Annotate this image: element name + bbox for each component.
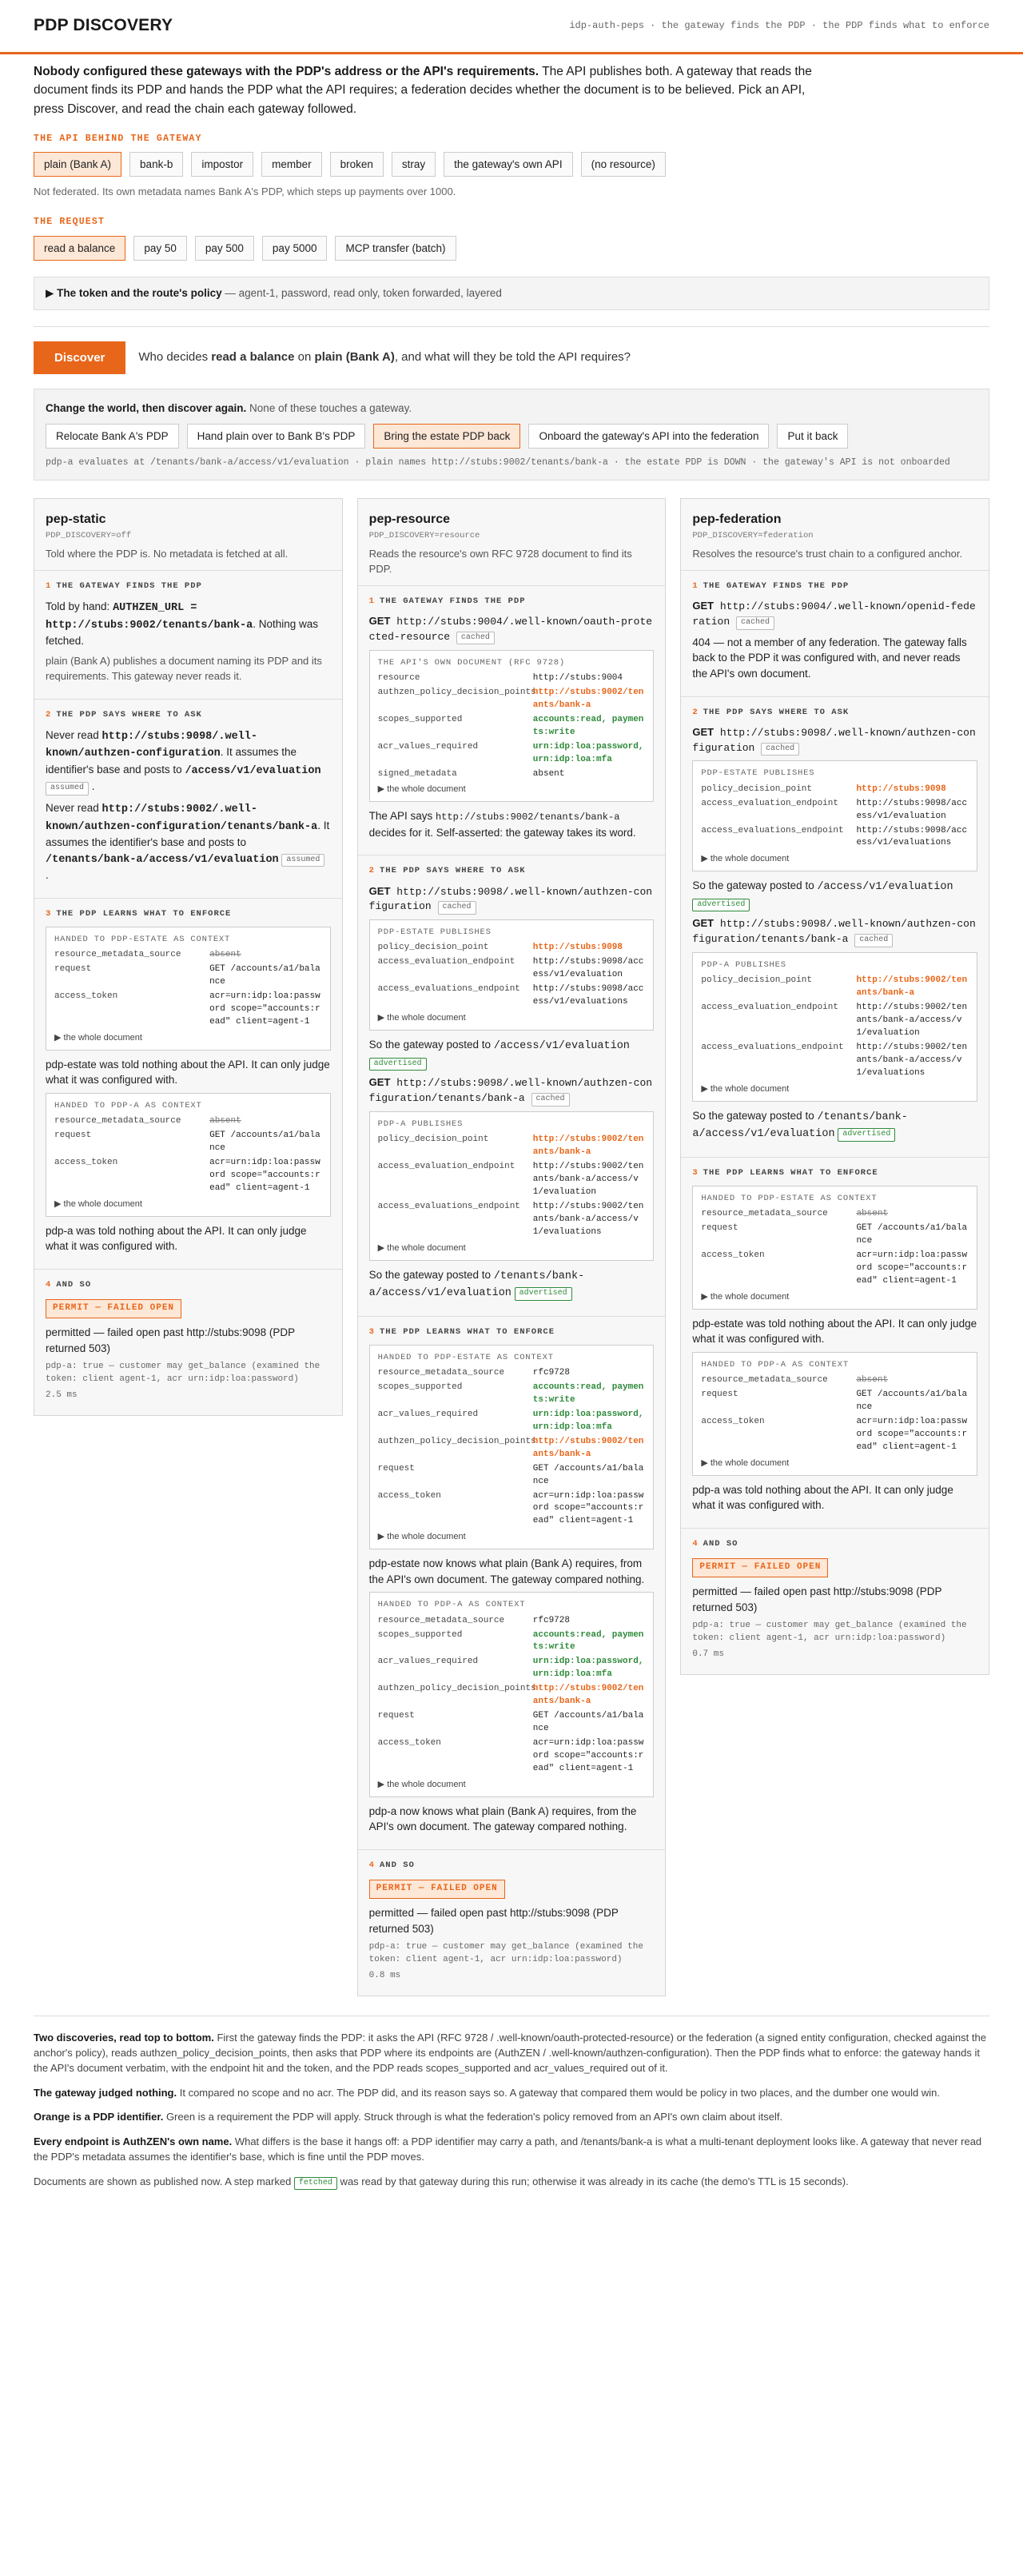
pdpa-publishes-card: PDP-A PUBLISHES policy_decision_point http://stubs:9002/tenants/bank-a access_evaluation_endpoint http://stubs:9002/tenants/bank-a/access/v1/evaluation access_evaluations_endpoint http://stubs:9002/tenants/bank-a/access/v1/evaluations ▶ the whole document bbox=[692, 952, 977, 1102]
latency: 2.5 ms bbox=[46, 1390, 78, 1400]
verdict-badge: PERMIT — FAILED OPEN bbox=[692, 1558, 828, 1577]
advertised-badge: advertised bbox=[838, 1128, 895, 1142]
footer-para-1: Two discoveries, read top to bottom. First the gateway finds the PDP: it asks the API (RFC 9728 / .well-known/oauth-protected-resource) or the federation (a signed entity configuration, checked against the anchor's policy), reads authzen_policy_decision_points, then asks that PDP where its endpoints are (AuthZEN / .well-known/authzen-configuration). Then the PDP finds what to enforce: the gateway hands it the API's document verbatim, with the endpoint hit and the token, and the PDP reads scopes_supported and acr_values_required out of it. bbox=[34, 2032, 986, 2074]
cached-badge: cached bbox=[854, 934, 893, 947]
column-desc: Told where the PDP is. No metadata is fetched at all. bbox=[46, 548, 289, 560]
page-title: PDP DISCOVERY bbox=[34, 16, 173, 35]
step-finds-pdp: 1 THE GATEWAY FINDS THE PDP GET http://stubs:9004/.well-known/openid-federation cached 404 — not a member of any federation. The gateway falls back to the PDP it was configured with, and never reads the API's own document. bbox=[681, 571, 989, 697]
column-title: pep-federation bbox=[692, 512, 782, 526]
api-section-label: THE API BEHIND THE GATEWAY bbox=[34, 133, 202, 144]
cached-badge: cached bbox=[531, 1093, 570, 1107]
whole-document-toggle[interactable]: ▶ the whole document bbox=[377, 1013, 466, 1023]
request-section-label: THE REQUEST bbox=[34, 217, 105, 228]
column-env: PDP_DISCOVERY=resource bbox=[368, 530, 480, 540]
column-title: pep-static bbox=[46, 512, 106, 526]
estate-publishes-card: PDP-ESTATE PUBLISHES policy_decision_point http://stubs:9098 access_evaluation_endpoint http://stubs:9098/access/v1/evaluation access_evaluations_endpoint http://stubs:9098/access/v1/evaluations ▶ the whole document bbox=[369, 919, 655, 1031]
advertised-badge: advertised bbox=[515, 1287, 572, 1301]
context-card-estate: HANDED TO PDP-ESTATE AS CONTEXT resource_metadata_source absent request GET /accounts/a1/balance access_token acr=urn:idp:loa:password scope="accounts:read" client=agent-1 ▶ the whole document bbox=[692, 1186, 977, 1310]
whole-document-toggle[interactable]: ▶ the whole document bbox=[377, 1242, 466, 1253]
policy-disclosure[interactable]: ▶ The token and the route's policy — agent-1, password, read only, token forwarded, layered bbox=[34, 277, 989, 310]
context-card-pdpa: HANDED TO PDP-A AS CONTEXT resource_metadata_source absent request GET /accounts/a1/balance access_token acr=urn:idp:loa:password scope="accounts:read" client=agent-1 ▶ the whole document bbox=[692, 1352, 977, 1476]
discover-button[interactable]: Discover bbox=[34, 341, 125, 374]
footer-para-4: Every endpoint is AuthZEN's own name. What differs is the base it hangs off: a PDP identifier may carry a path, and /tenants/bank-a is what a multi-tenant deployment looks like. A gateway that never read the PDP's metadata assumes the identifier's base, which is fine until the PDP moves. bbox=[34, 2135, 982, 2163]
world-heading: Change the world, then discover again. None of these touches a gateway. bbox=[46, 401, 412, 414]
api-option-plain[interactable]: plain (Bank A) bbox=[34, 152, 121, 177]
column-env: PDP_DISCOVERY=federation bbox=[692, 530, 814, 540]
whole-document-toggle[interactable]: ▶ the whole document bbox=[377, 1532, 466, 1542]
context-card-estate: HANDED TO PDP-ESTATE AS CONTEXT resource_metadata_source rfc9728 scopes_supported accounts:read, payments:write acr_values_required urn:idp:loa:password, urn:idp:loa:mfa authzen_policy_decision_points http://stubs:9002/tenants/bank-a request GET /accounts/a1/balance access_token acr=urn:idp:loa:password scope="accounts:read" client=agent-1 ▶ the whole document bbox=[369, 1345, 655, 1549]
whole-document-toggle[interactable]: ▶ the whole document bbox=[377, 1779, 466, 1789]
pdpa-publishes-card: PDP-A PUBLISHES policy_decision_point http://stubs:9002/tenants/bank-a access_evaluation_endpoint http://stubs:9002/tenants/bank-a/access/v1/evaluation access_evaluations_endpoint http://stubs:9002/tenants/bank-a/access/v1/evaluations ▶ the whole document bbox=[369, 1111, 655, 1261]
top-bar bbox=[0, 0, 1023, 54]
column-title: pep-resource bbox=[368, 512, 451, 526]
api-option-stray[interactable]: stray bbox=[392, 152, 436, 177]
step-learns: 3 THE PDP LEARNS WHAT TO ENFORCE HANDED TO PDP-ESTATE AS CONTEXT resource_metadata_source absent request GET /accounts/a1/balance access_token acr=urn:idp:loa:password scope="accounts:read" client=agent-1 ▶ the whole document pdp-estate was told nothing about the API. It can only judge what it was configured with. HANDED TO PDP-A AS CONTEXT resource_metadata_source absent request GET /accounts/a1/balance access_token acr=urn:idp:loa:password scope="accounts:read" client=agent-1 ▶ the whole document pdp-a was told nothing about the API. It can only judge what it was configured with. bbox=[681, 1158, 989, 1529]
latency: 0.7 ms bbox=[692, 1649, 724, 1660]
whole-document-toggle[interactable]: ▶ the whole document bbox=[701, 1291, 790, 1302]
column-desc: Reads the resource's own RFC 9728 document to find its PDP. bbox=[368, 548, 632, 575]
step-and-so: 4 AND SO PERMIT — FAILED OPEN permitted — failed open past http://stubs:9098 (PDP returned 503) pdp-a: true — customer may get_balance (examined the token: client agent-1, acr urn:idp:loa:password) 2.5 ms bbox=[34, 1270, 342, 1415]
onboard-api-button[interactable]: Onboard the gateway's API into the federation bbox=[528, 424, 769, 449]
advertised-badge: advertised bbox=[369, 1058, 427, 1071]
step-where-to-ask: 2 THE PDP SAYS WHERE TO ASK GET http://stubs:9098/.well-known/authzen-configuration cached PDP-ESTATE PUBLISHES policy_decision_point http://stubs:9098 access_evaluation_endpoint http://stubs:9098/access/v1/evaluation access_evaluations_endpoint http://stubs:9098/access/v1/evaluations ▶ the whole document So the gateway posted to /access/v1/evaluation advertised GET http://stubs:9098/.well-known/authzen-configuration/tenants/bank-a cached PDP-A PUBLISHES policy_decision_point http://stubs:9002/tenants/bank-a access_evaluation_endpoint http://stubs:9002/tenants/bank-a/access/v1/evaluation access_evaluations_endpoint http://stubs:9002/tenants/bank-a/access/v1/evaluations ▶ the whole document So the gateway posted to /tenants/bank-a/access/v1/evaluation advertised bbox=[681, 697, 989, 1158]
world-panel bbox=[34, 389, 989, 481]
column-pep-static bbox=[34, 498, 343, 1416]
column-pep-resource bbox=[357, 498, 667, 1996]
request-option-mcp-transfer[interactable]: MCP transfer (batch) bbox=[335, 236, 456, 261]
request-option-pay-5000[interactable]: pay 5000 bbox=[262, 236, 328, 261]
column-desc: Resolves the resource's trust chain to a configured anchor. bbox=[692, 548, 963, 560]
step-where-to-ask: 2 THE PDP SAYS WHERE TO ASK GET http://stubs:9098/.well-known/authzen-configuration cached PDP-ESTATE PUBLISHES policy_decision_point http://stubs:9098 access_evaluation_endpoint http://stubs:9098/access/v1/evaluation access_evaluations_endpoint http://stubs:9098/access/v1/evaluations ▶ the whole document So the gateway posted to /access/v1/evaluation advertised GET http://stubs:9098/.well-known/authzen-configuration/tenants/bank-a cached PDP-A PUBLISHES policy_decision_point http://stubs:9002/tenants/bank-a access_evaluation_endpoint http://stubs:9002/tenants/bank-a/access/v1/evaluation access_evaluations_endpoint http://stubs:9002/tenants/bank-a/access/v1/evaluations ▶ the whole document So the gateway posted to /tenants/bank-a/access/v1/evaluation advertised bbox=[358, 855, 666, 1316]
request-option-pay-50[interactable]: pay 50 bbox=[133, 236, 187, 261]
column-pep-federation bbox=[680, 498, 989, 1675]
bring-estate-back-button[interactable]: Bring the estate PDP back bbox=[373, 424, 520, 449]
footer-para-2: The gateway judged nothing. It compared no scope and no acr. The PDP did, and its reason says so. A gateway that compared them would be policy in two places, and the dumber one would win. bbox=[34, 2086, 940, 2099]
verdict-badge: PERMIT — FAILED OPEN bbox=[46, 1299, 181, 1318]
cached-badge: cached bbox=[736, 616, 774, 630]
whole-document-toggle[interactable]: ▶ the whole document bbox=[377, 784, 466, 795]
api-option-broken[interactable]: broken bbox=[330, 152, 384, 177]
assumed-badge: assumed bbox=[281, 854, 324, 867]
estate-publishes-card: PDP-ESTATE PUBLISHES policy_decision_point http://stubs:9098 access_evaluation_endpoint http://stubs:9098/access/v1/evaluation access_evaluations_endpoint http://stubs:9098/access/v1/evaluations ▶ the whole document bbox=[692, 760, 977, 871]
discover-row bbox=[34, 341, 989, 374]
context-card-pdpa: HANDED TO PDP-A AS CONTEXT resource_metadata_source rfc9728 scopes_supported accounts:read, payments:write acr_values_required urn:idp:loa:password, urn:idp:loa:mfa authzen_policy_decision_points http://stubs:9002/tenants/bank-a request GET /accounts/a1/balance access_token acr=urn:idp:loa:password scope="accounts:read" client=agent-1 ▶ the whole document bbox=[369, 1592, 655, 1796]
api-option-own-api[interactable]: the gateway's own API bbox=[444, 152, 572, 177]
footer-notes bbox=[0, 1996, 1023, 2215]
context-card-pdpa: HANDED TO PDP-A AS CONTEXT resource_metadata_source absent request GET /accounts/a1/balance access_token acr=urn:idp:loa:password scope="accounts:read" client=agent-1 ▶ the whole document bbox=[46, 1093, 331, 1217]
disclosure-triangle-icon: ▶ bbox=[46, 286, 54, 299]
request-option-pay-500[interactable]: pay 500 bbox=[195, 236, 254, 261]
request-option-read-balance[interactable]: read a balance bbox=[34, 236, 125, 261]
gateway-columns bbox=[34, 498, 989, 1996]
verdict-badge: PERMIT — FAILED OPEN bbox=[369, 1880, 505, 1899]
api-option-member[interactable]: member bbox=[261, 152, 322, 177]
step-learns: 3 THE PDP LEARNS WHAT TO ENFORCE HANDED TO PDP-ESTATE AS CONTEXT resource_metadata_source rfc9728 scopes_supported accounts:read, payments:write acr_values_required urn:idp:loa:password, urn:idp:loa:mfa authzen_policy_decision_points http://stubs:9002/tenants/bank-a request GET /accounts/a1/balance access_token acr=urn:idp:loa:password scope="accounts:read" client=agent-1 ▶ the whole document pdp-estate now knows what plain (Bank A) requires, from the API's own document. The gateway compared nothing. HANDED TO PDP-A AS CONTEXT resource_metadata_source rfc9728 scopes_supported accounts:read, payments:write acr_values_required urn:idp:loa:password, urn:idp:loa:mfa authzen_policy_decision_points http://stubs:9002/tenants/bank-a request GET /accounts/a1/balance access_token acr=urn:idp:loa:password scope="accounts:read" client=agent-1 ▶ the whole document pdp-a now knows what plain (Bank A) requires, from the API's own document. The gateway compared nothing. bbox=[358, 1317, 666, 1850]
whole-document-toggle[interactable]: ▶ the whole document bbox=[701, 1457, 790, 1468]
api-note: Not federated. Its own metadata names Bank A's PDP, which steps up payments over 1000. bbox=[34, 185, 456, 198]
step-where-to-ask: 2 THE PDP SAYS WHERE TO ASK Never read http://stubs:9098/.well-known/authzen-configuration. It assumes the identifier's base and posts to /access/v1/evaluation assumed . Never read http://stubs:9002/.well-known/authzen-configuration/tenants/bank-a. It assumes the identifier's base and posts to /tenants/bank-a/access/v1/evaluation assumed . bbox=[34, 700, 342, 899]
footer-para-3: Orange is a PDP identifier. Green is a requirement the PDP will apply. Struck through is what the federation's policy removed from an API's own claim about itself. bbox=[34, 2111, 783, 2123]
step-and-so: 4 AND SO PERMIT — FAILED OPEN permitted — failed open past http://stubs:9098 (PDP returned 503) pdp-a: true — customer may get_balance (examined the token: client agent-1, acr urn:idp:loa:password) 0.8 ms bbox=[358, 1850, 666, 1996]
intro-text: Nobody configured these gateways with the PDP's address or the API's requirements. The API publishes both. A gateway that reads the document finds its PDP and hands the PDP what the API requires; a federation decides whether the document is to be believed. Pick an API, press Discover, and read the chain each gateway followed. bbox=[34, 65, 812, 116]
api-option-no-resource[interactable]: (no resource) bbox=[581, 152, 666, 177]
context-card-estate: HANDED TO PDP-ESTATE AS CONTEXT resource_metadata_source absent request GET /accounts/a1/balance access_token acr=urn:idp:loa:password scope="accounts:read" client=agent-1 ▶ the whole document bbox=[46, 927, 331, 1051]
fetched-badge: fetched bbox=[294, 2177, 337, 2191]
relocate-pdp-button[interactable]: Relocate Bank A's PDP bbox=[46, 424, 179, 449]
hand-plain-over-button[interactable]: Hand plain over to Bank B's PDP bbox=[187, 424, 366, 449]
api-options bbox=[34, 152, 989, 177]
whole-document-toggle[interactable]: ▶ the whole document bbox=[701, 854, 790, 864]
api-option-impostor[interactable]: impostor bbox=[191, 152, 253, 177]
footer-para-5: Documents are shown as published now. A step marked fetched was read by that gateway during this run; otherwise it was already in its cache (the demo's TTL is 15 seconds). bbox=[34, 2175, 989, 2191]
whole-document-toggle[interactable]: ▶ the whole document bbox=[54, 1198, 142, 1209]
whole-document-toggle[interactable]: ▶ the whole document bbox=[701, 1083, 790, 1094]
cached-badge: cached bbox=[456, 632, 495, 645]
latency: 0.8 ms bbox=[368, 1971, 401, 1981]
put-it-back-button[interactable]: Put it back bbox=[777, 424, 848, 449]
assumed-badge: assumed bbox=[46, 782, 89, 796]
column-env: PDP_DISCOVERY=off bbox=[46, 530, 132, 540]
step-learns: 3 THE PDP LEARNS WHAT TO ENFORCE HANDED TO PDP-ESTATE AS CONTEXT resource_metadata_source absent request GET /accounts/a1/balance access_token acr=urn:idp:loa:password scope="accounts:read" client=agent-1 ▶ the whole document pdp-estate was told nothing about the API. It can only judge what it was configured with. HANDED TO PDP-A AS CONTEXT resource_metadata_source absent request GET /accounts/a1/balance access_token acr=urn:idp:loa:password scope="accounts:read" client=agent-1 ▶ the whole document pdp-a was told nothing about the API. It can only judge what it was configured with. bbox=[34, 899, 342, 1270]
api-option-bank-b[interactable]: bank-b bbox=[129, 152, 183, 177]
whole-document-toggle[interactable]: ▶ the whole document bbox=[54, 1032, 142, 1043]
step-finds-pdp: 1 THE GATEWAY FINDS THE PDP GET http://stubs:9004/.well-known/oauth-protected-resource cached THE API'S OWN DOCUMENT (RFC 9728) resource http://stubs:9004 authzen_policy_decision_points http://stubs:9002/tenants/bank-a scopes_supported accounts:read, payments:write acr_values_required urn:idp:loa:password, urn:idp:loa:mfa signed_metadata absent ▶ the whole document The API says http://stubs:9002/tenants/bank-a decides for it. Self-asserted: the gateway takes its word. bbox=[358, 586, 666, 856]
cached-badge: cached bbox=[761, 743, 799, 756]
page-tagline: idp-auth-peps · the gateway finds the PDP · the PDP finds what to enforce bbox=[569, 19, 989, 31]
step-finds-pdp: 1 THE GATEWAY FINDS THE PDP Told by hand: AUTHZEN_URL = http://stubs:9002/tenants/bank-a. Nothing was fetched. plain (Bank A) publishes a document naming its PDP and its requirements. This gateway never reads it. bbox=[34, 571, 342, 700]
advertised-badge: advertised bbox=[692, 899, 750, 912]
discover-question: Who decides read a balance on plain (Bank A), and what will they be told the API requires? bbox=[138, 350, 631, 365]
request-options bbox=[34, 236, 989, 261]
cached-badge: cached bbox=[438, 901, 476, 915]
step-and-so: 4 AND SO PERMIT — FAILED OPEN permitted — failed open past http://stubs:9098 (PDP returned 503) pdp-a: true — customer may get_balance (examined the token: client agent-1, acr urn:idp:loa:password) 0.7 ms bbox=[681, 1529, 989, 1674]
api-document-card: THE API'S OWN DOCUMENT (RFC 9728) resource http://stubs:9004 authzen_policy_decision_points http://stubs:9002/tenants/bank-a scopes_supported accounts:read, payments:write acr_values_required urn:idp:loa:password, urn:idp:loa:mfa signed_metadata absent ▶ the whole document bbox=[369, 650, 655, 803]
world-status: pdp-a evaluates at /tenants/bank-a/access/v1/evaluation · plain names http://stubs:9002/tenants/bank-a · the estate PDP is DOWN · the gateway's API is not onboarded bbox=[46, 457, 950, 469]
